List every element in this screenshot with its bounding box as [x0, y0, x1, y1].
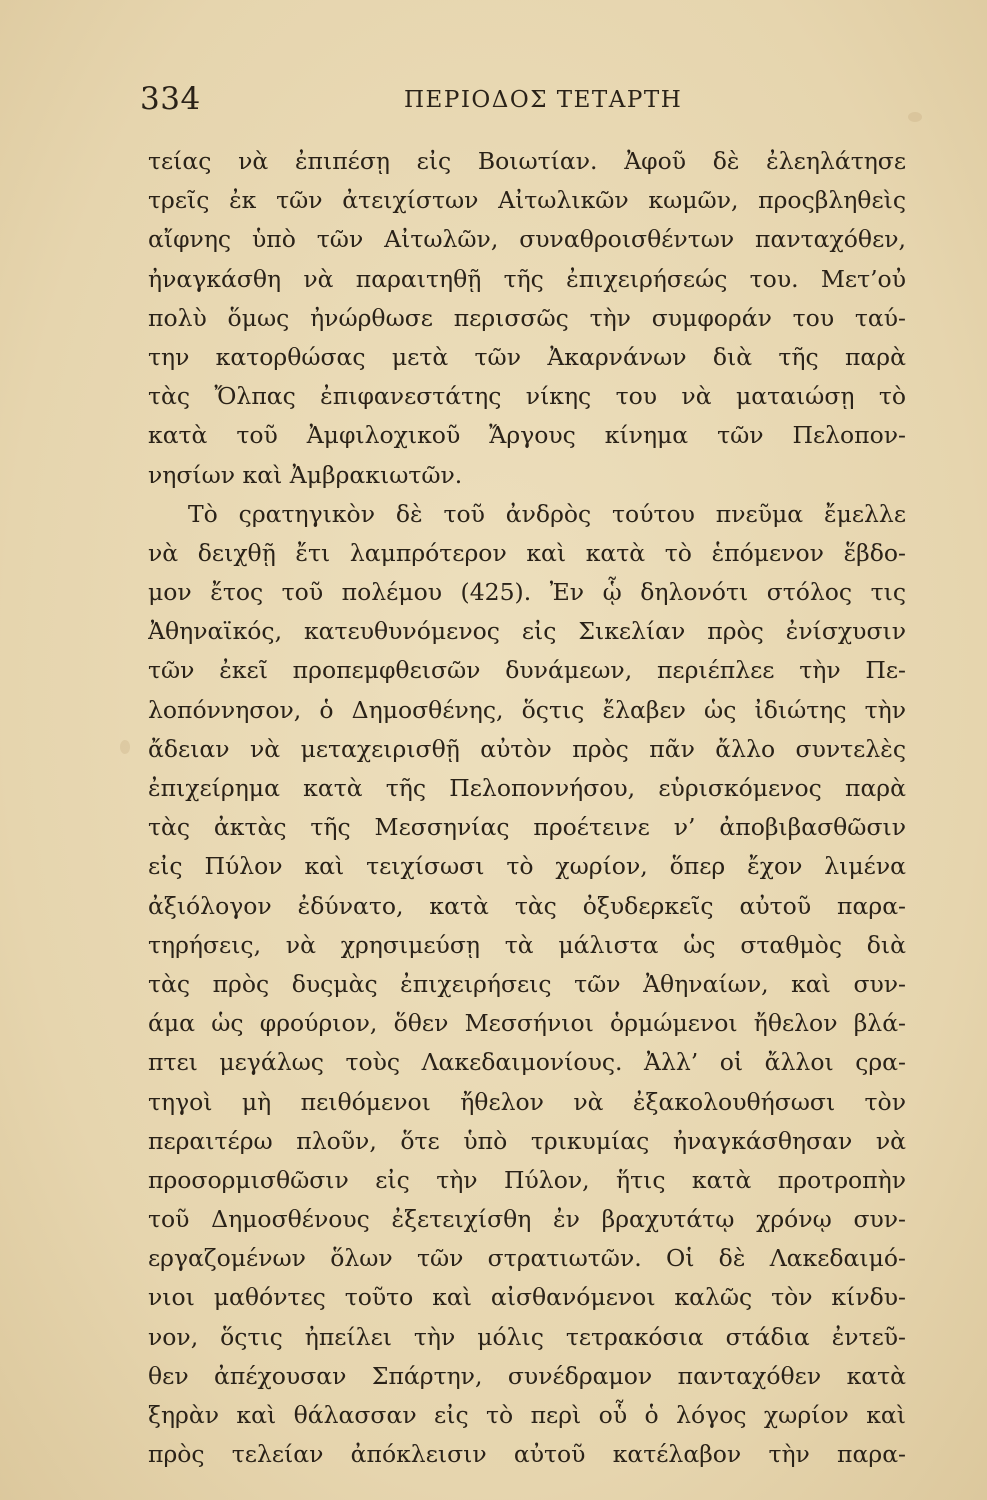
text-line: τρεῖς ἐκ τῶν ἀτειχίστων Αἰτωλικῶν κωμῶν, προςβληθεὶς [148, 186, 906, 215]
text-line: πολὺ ὅμως ἠνώρθωσε περισσῶς τὴν συμφοράν του ταύ- [148, 303, 906, 332]
text-line: εργαζομένων ὅλων τῶν στρατιωτῶν. Οἱ δὲ Λακεδαιμό- [148, 1244, 906, 1273]
text-line: περαιτέρω πλοῦν, ὅτε ὑπὸ τρικυμίας ἠναγκάσθησαν νὰ [148, 1126, 906, 1155]
text-line: πτει μεγάλως τοὺς Λακεδαιμονίους. Ἀλλ’ οἱ ἄλλοι ςρα- [148, 1048, 906, 1077]
text-line: τείας νὰ ἐπιπέσῃ εἰς Βοιωτίαν. Ἀφοῦ δὲ ἐλεηλάτησε [148, 147, 906, 175]
text-line: νὰ δειχθῇ ἔτι λαμπρότερον καὶ κατὰ τὸ ἑπόμενον ἕβδο- [148, 538, 906, 567]
text-line: την κατορθώσας μετὰ τῶν Ἀκαρνάνων διὰ τῆς παρὰ [148, 342, 906, 371]
text-line: νιοι μαθόντες τοῦτο καὶ αἰσθανόμενοι καλῶς τὸν κίνδυ- [148, 1283, 906, 1312]
text-line: τὰς πρὸς δυςμὰς ἐπιχειρήσεις τῶν Ἀθηναίων, καὶ συν- [148, 969, 906, 998]
text-line: ἠναγκάσθη νὰ παραιτηθῇ τῆς ἐπιχειρήσεώς του. Μετ’οὐ [148, 264, 906, 293]
text-line: θεν ἀπέχουσαν Σπάρτην, συνέδραμον πανταχόθεν κατὰ [148, 1361, 906, 1390]
text-line: κατὰ τοῦ Ἀμφιλοχικοῦ Ἄργους κίνημα τῶν Πελοπον- [148, 421, 906, 450]
text-line: τῶν ἐκεῖ προπεμφθεισῶν δυνάμεων, περιέπλεε τὴν Πε- [148, 656, 906, 685]
text-line: προσορμισθῶσιν εἰς τὴν Πύλον, ἥτις κατὰ προτροπὴν [148, 1165, 906, 1194]
text-line: τηγοὶ μὴ πειθόμενοι ἤθελον νὰ ἐξακολουθήσωσι τὸν [148, 1087, 906, 1116]
running-title: ΠΕΡΙΟΔΟΣ ΤΕΤΑΡΤΗ [404, 87, 683, 113]
text-line: πρὸς τελείαν ἀπόκλεισιν αὐτοῦ κατέλαβον τὴν παρα- [148, 1440, 906, 1469]
paragraph-start-line: Τὸ ςρατηγικὸν δὲ τοῦ ἀνδρὸς τούτου πνεῦμα ἔμελλε [188, 499, 906, 528]
text-line: τοῦ Δημοσθένους ἐξετειχίσθη ἐν βραχυτάτῳ χρόνῳ συν- [148, 1205, 906, 1234]
text-line: αἴφνης ὑπὸ τῶν Αἰτωλῶν, συναθροισθέντων πανταχόθεν, [148, 225, 906, 254]
text-line: άμα ὡς φρούριον, ὅθεν Μεσσήνιοι ὁρμώμενοι ἤθελον βλά- [148, 1009, 906, 1038]
text-line: εἰς Πύλον καὶ τειχίσωσι τὸ χωρίον, ὅπερ ἔχον λιμένα [148, 852, 906, 881]
text-line: Ἀθηναϊκός, κατευθυνόμενος εἰς Σικελίαν πρὸς ἐνίσχυσιν [148, 617, 906, 646]
text-line: λοπόννησον, ὁ Δημοσθένης, ὅςτις ἔλαβεν ὡς ἰδιώτης τὴν [148, 695, 906, 724]
text-line: νον, ὅςτις ἠπείλει τὴν μόλις τετρακόσια στάδια ἐντεῦ- [148, 1322, 906, 1351]
text-line: τηρήσεις, νὰ χρησιμεύσῃ τὰ μάλιστα ὡς σταθμὸς διὰ [148, 930, 906, 959]
text-line: τὰς Ὄλπας ἐπιφανεστάτης νίκης του νὰ ματαιώσῃ τὸ [148, 382, 906, 411]
text-line: ξηρὰν καὶ θάλασσαν εἰς τὸ περὶ οὗ ὁ λόγος χωρίον καὶ [148, 1401, 906, 1429]
text-line: νησίων καὶ Ἀμβρακιωτῶν. [148, 460, 463, 489]
text-line: ἀξιόλογον ἐδύνατο, κατὰ τὰς ὀξυδερκεῖς αὐτοῦ παρα- [148, 891, 906, 920]
paper-stain [120, 740, 130, 754]
page-number: 334 [140, 81, 201, 117]
text-line: τὰς ἀκτὰς τῆς Μεσσηνίας προέτεινε ν’ ἀποβιβασθῶσιν [148, 813, 906, 842]
text-line: μον ἔτος τοῦ πολέμου (425). Ἐν ᾧ δηλονότι στόλος τις [148, 578, 906, 607]
text-line: ἄδειαν νὰ μεταχειρισθῇ αὐτὸν πρὸς πᾶν ἄλλο συντελὲς [148, 734, 906, 763]
running-head [140, 74, 920, 124]
text-line: ἐπιχείρημα κατὰ τῆς Πελοποννήσου, εὑρισκόμενος παρὰ [148, 774, 906, 802]
body-text [148, 142, 906, 1474]
